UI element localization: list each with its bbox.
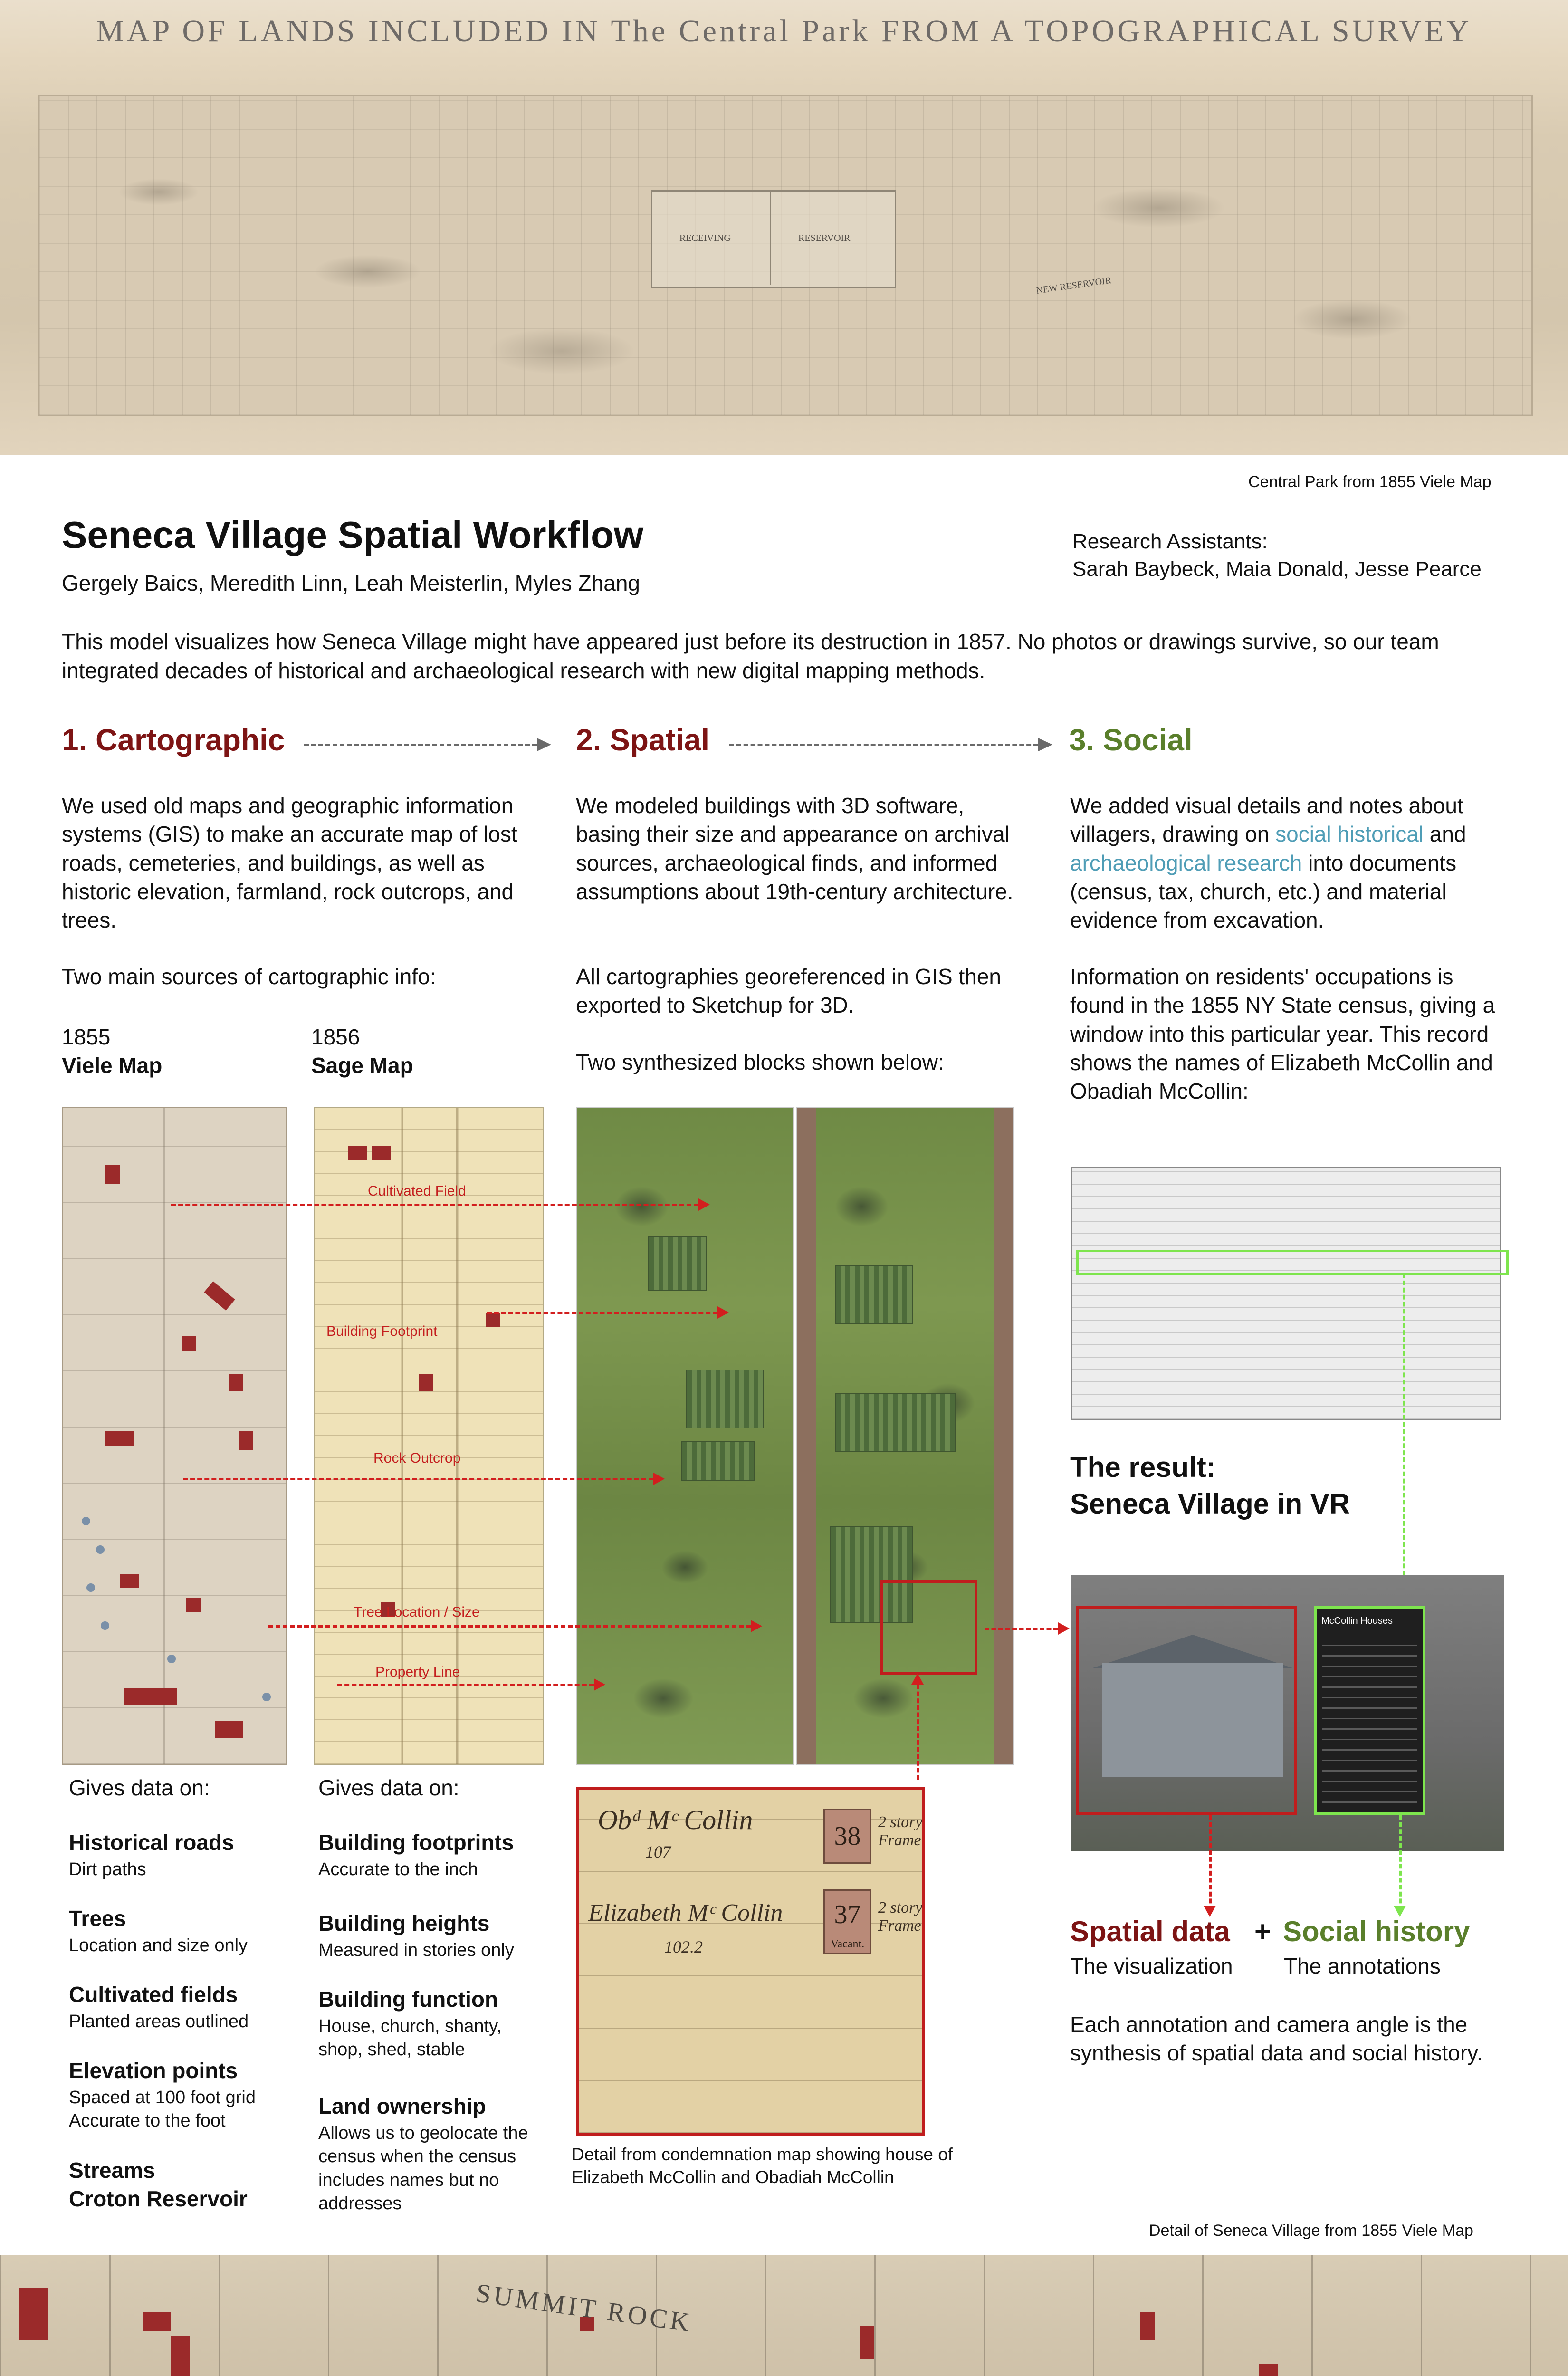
- building-mark: [105, 1165, 120, 1184]
- sage-item-title: Land ownership: [318, 2094, 486, 2118]
- viele-item-title: Streams: [69, 2158, 155, 2183]
- viele-item-desc: Spaced at 100 foot grid Accurate to the foot: [69, 2088, 256, 2131]
- viele-year: 1855: [62, 1025, 111, 1049]
- field-render: [835, 1393, 956, 1452]
- bottom-map-caption: Detail of Seneca Village from 1855 Viele Map: [1149, 2222, 1473, 2240]
- label-property-line: Property Line: [375, 1664, 460, 1680]
- building-mark: [239, 1431, 253, 1450]
- arrow-line-cultivated: [171, 1204, 698, 1206]
- building-mark: [860, 2326, 874, 2359]
- building-mark: [120, 1574, 139, 1588]
- new-reservoir-label: NEW RESERVOIR: [1035, 275, 1112, 297]
- social-history-subtitle: The annotations: [1284, 1954, 1441, 1978]
- sage-item-title: Building function: [318, 1987, 498, 2012]
- cartographic-sources-intro: Two main sources of cartographic info:: [62, 964, 436, 989]
- intro-paragraph: This model visualizes how Seneca Village might have appeared just before its destruction in 1857. No photos or drawings survive, so our team integrated decades of historical and archaeological research with new digital mapping methods.: [62, 629, 1439, 683]
- building-mark: [19, 2288, 48, 2340]
- step-spatial-heading: 2. Spatial: [576, 723, 709, 757]
- vr-panel-title: McCollin Houses: [1321, 1616, 1393, 1626]
- research-assistants-names: Sarah Baybeck, Maia Donald, Jesse Pearce: [1072, 557, 1482, 581]
- arrow-line-footprint: [487, 1312, 717, 1314]
- label-cultivated-field: Cultivated Field: [368, 1183, 466, 1199]
- authors: Gergely Baics, Meredith Linn, Leah Meisterlin, Myles Zhang: [62, 571, 641, 595]
- green-arrow-line-census: [1403, 1274, 1405, 1582]
- vr-panel-text-lines: [1322, 1638, 1417, 1803]
- social-historical-link[interactable]: social historical: [1275, 822, 1424, 847]
- sage-item-desc: Measured in stories only: [318, 1940, 514, 1960]
- social-history-title: Social history: [1283, 1916, 1470, 1947]
- census-record-image: [1071, 1167, 1501, 1420]
- condemn-num-1: 107: [645, 1842, 671, 1861]
- building-mark: [171, 2336, 190, 2376]
- building-mark: [348, 1146, 367, 1160]
- field-render: [686, 1370, 764, 1428]
- viele-item-title: Elevation points: [69, 2058, 238, 2083]
- condemn-name-elizabeth: Elizabeth Mᶜ Collin: [588, 1899, 783, 1926]
- spatial-gis-note: All cartographies georeferenced in GIS then exported to Sketchup for 3D.: [576, 964, 1001, 1018]
- vr-annotation-panel: [1314, 1606, 1425, 1815]
- plus-sign: +: [1254, 1916, 1272, 1947]
- viele-item-title: Cultivated fields: [69, 1982, 238, 2007]
- building-mark: [143, 2312, 171, 2331]
- condemn-frame-1: 2 story Frame: [878, 1813, 923, 1849]
- spatial-blocks-intro: Two synthesized blocks shown below:: [576, 1050, 944, 1074]
- census-highlight-box: [1076, 1250, 1509, 1275]
- arrow-line-rock: [183, 1478, 653, 1480]
- step-cartographic-heading: 1. Cartographic: [62, 723, 285, 757]
- condemn-num-2: 102.2: [664, 1937, 703, 1956]
- building-mark: [124, 1688, 177, 1705]
- tree-mark: [96, 1545, 105, 1554]
- building-mark: [186, 1598, 201, 1612]
- sage-item-desc: Allows us to geolocate the census when the census includes names but no addresses: [318, 2123, 528, 2214]
- arrow-head: [751, 1620, 762, 1632]
- step-arrow-2: [1038, 738, 1052, 751]
- seneca-village-map-detail: [0, 2255, 1568, 2376]
- step-arrow-1: [537, 738, 551, 751]
- sage-item-desc: Accurate to the inch: [318, 1859, 478, 1879]
- vr-spatial-highlight: [1076, 1606, 1297, 1815]
- viele-data-heading: Gives data on:: [69, 1775, 210, 1800]
- render-highlight-box: [880, 1580, 977, 1675]
- step-connector-2: [729, 744, 1038, 746]
- result-line-2: Seneca Village in VR: [1070, 1487, 1350, 1520]
- census-description: Information on residents' occupations is found in the 1855 NY State census, giving a window into this particular year. This record shows the names of Elizabeth McCollin and Obadiah McCollin:: [1070, 964, 1495, 1103]
- label-building-footprint: Building Footprint: [326, 1323, 438, 1339]
- arrow-line-tree: [268, 1625, 751, 1628]
- spatial-description: We modeled buildings with 3D software, basing their size and appearance on archival sources, archaeological finds, and informed assumptions about 19th-century architecture.: [576, 793, 1013, 904]
- tree-mark: [86, 1583, 95, 1592]
- condemnation-caption: Detail from condemnation map showing house of Elizabeth McCollin and Obadiah McCollin: [572, 2145, 953, 2187]
- reservoir-label-right: RESERVOIR: [798, 233, 851, 243]
- arrow-line-condemn: [917, 1685, 919, 1780]
- arrow-head: [698, 1198, 710, 1211]
- tree-mark: [82, 1517, 90, 1525]
- arrow-head: [594, 1678, 605, 1691]
- label-rock-outcrop: Rock Outcrop: [373, 1450, 461, 1466]
- sage-item-title: Building heights: [318, 1911, 490, 1935]
- result-heading: [1070, 1449, 1350, 1523]
- lot-37-vacant: Vacant.: [830, 1938, 865, 1950]
- field-render: [648, 1236, 707, 1291]
- arrow-head: [911, 1673, 924, 1685]
- sage-map-name: Sage Map: [311, 1053, 413, 1078]
- viele-item-title: Historical roads: [69, 1830, 234, 1855]
- viele-item-desc: Location and size only: [69, 1935, 248, 1955]
- road-render: [797, 1108, 816, 1764]
- central-park-map-image: [0, 0, 1568, 455]
- step-connector-1: [304, 744, 537, 746]
- viele-item-desc: Planted areas outlined: [69, 2012, 249, 2031]
- map-title: MAP OF LANDS INCLUDED IN The Central Park FROM A TOPOGRAPHICAL SURVEY: [96, 14, 1472, 48]
- research-assistants-label: Research Assistants:: [1072, 530, 1268, 553]
- sage-item-desc: House, church, shanty, shop, shed, stable: [318, 2016, 502, 2060]
- top-map-caption: Central Park from 1855 Viele Map: [1248, 473, 1492, 491]
- synthesis-note: Each annotation and camera angle is the synthesis of spatial data and social history.: [1070, 2012, 1483, 2066]
- sage-item-title: Building footprints: [318, 1830, 514, 1855]
- viele-item-desc: Dirt paths: [69, 1859, 146, 1879]
- lot-37: [823, 1889, 871, 1954]
- viele-item-title: Trees: [69, 1906, 126, 1931]
- building-mark: [1259, 2364, 1278, 2376]
- building-mark: [215, 1721, 243, 1738]
- social-text-c: into documents (census, tax, church, etc.) and material evidence from excavation.: [1070, 850, 1457, 932]
- social-text-a: We added visual details and notes about villagers, drawing on: [1070, 793, 1463, 847]
- arrow-head: [1058, 1622, 1070, 1635]
- arrow-head: [717, 1306, 729, 1319]
- sage-data-heading: Gives data on:: [318, 1775, 459, 1800]
- tree-mark: [101, 1621, 109, 1630]
- reservoir-label-left: RECEIVING: [679, 233, 731, 243]
- archaeological-research-link[interactable]: archaeological research: [1070, 850, 1302, 875]
- building-mark: [229, 1374, 243, 1391]
- building-mark: [182, 1336, 196, 1351]
- cartographic-description: We used old maps and geographic information systems (GIS) to make an accurate map of lost roads, cemeteries, and buildings, as well as historic elevation, farmland, rock outcrops, and trees.: [62, 793, 517, 932]
- lot-37-number: 37: [834, 1900, 861, 1929]
- condemn-name-obadiah: Obᵈ Mᶜ Collin: [598, 1804, 753, 1835]
- summit-rock-label: SUMMIT ROCK: [474, 2278, 694, 2338]
- field-render: [835, 1265, 913, 1324]
- label-tree-location: Tree Location / Size: [354, 1604, 480, 1620]
- red-arrow-line-vr: [1209, 1815, 1212, 1910]
- viele-map-name: Viele Map: [62, 1053, 163, 1078]
- sage-year: 1856: [311, 1025, 360, 1049]
- building-mark: [372, 1146, 391, 1160]
- social-text-b: and: [1424, 822, 1466, 847]
- building-mark: [204, 1281, 235, 1311]
- tree-mark: [262, 1693, 271, 1701]
- building-mark: [419, 1374, 433, 1391]
- reservoir-divider: [770, 190, 771, 285]
- arrow-head: [653, 1473, 665, 1485]
- arrow-line-to-vr: [985, 1628, 1058, 1630]
- result-line-1: The result:: [1070, 1451, 1216, 1483]
- road-render: [994, 1108, 1013, 1764]
- page-title: Seneca Village Spatial Workflow: [62, 514, 644, 556]
- condemn-frame-2: 2 story Frame: [878, 1899, 923, 1935]
- lot-38: 38: [823, 1809, 871, 1864]
- field-render: [681, 1441, 755, 1481]
- building-mark: [486, 1313, 500, 1327]
- spatial-data-title: Spatial data: [1070, 1916, 1230, 1947]
- condemnation-map-detail: [576, 1787, 925, 2136]
- arrow-line-property: [337, 1684, 594, 1686]
- building-mark: [1140, 2312, 1155, 2340]
- tree-mark: [167, 1655, 176, 1663]
- spatial-data-subtitle: The visualization: [1070, 1954, 1233, 1978]
- building-mark: [105, 1431, 134, 1446]
- step-social-heading: 3. Social: [1069, 723, 1193, 757]
- social-description: [1070, 791, 1512, 934]
- green-arrow-line-vr: [1399, 1815, 1402, 1910]
- viele-item-title: Croton Reservoir: [69, 2186, 248, 2211]
